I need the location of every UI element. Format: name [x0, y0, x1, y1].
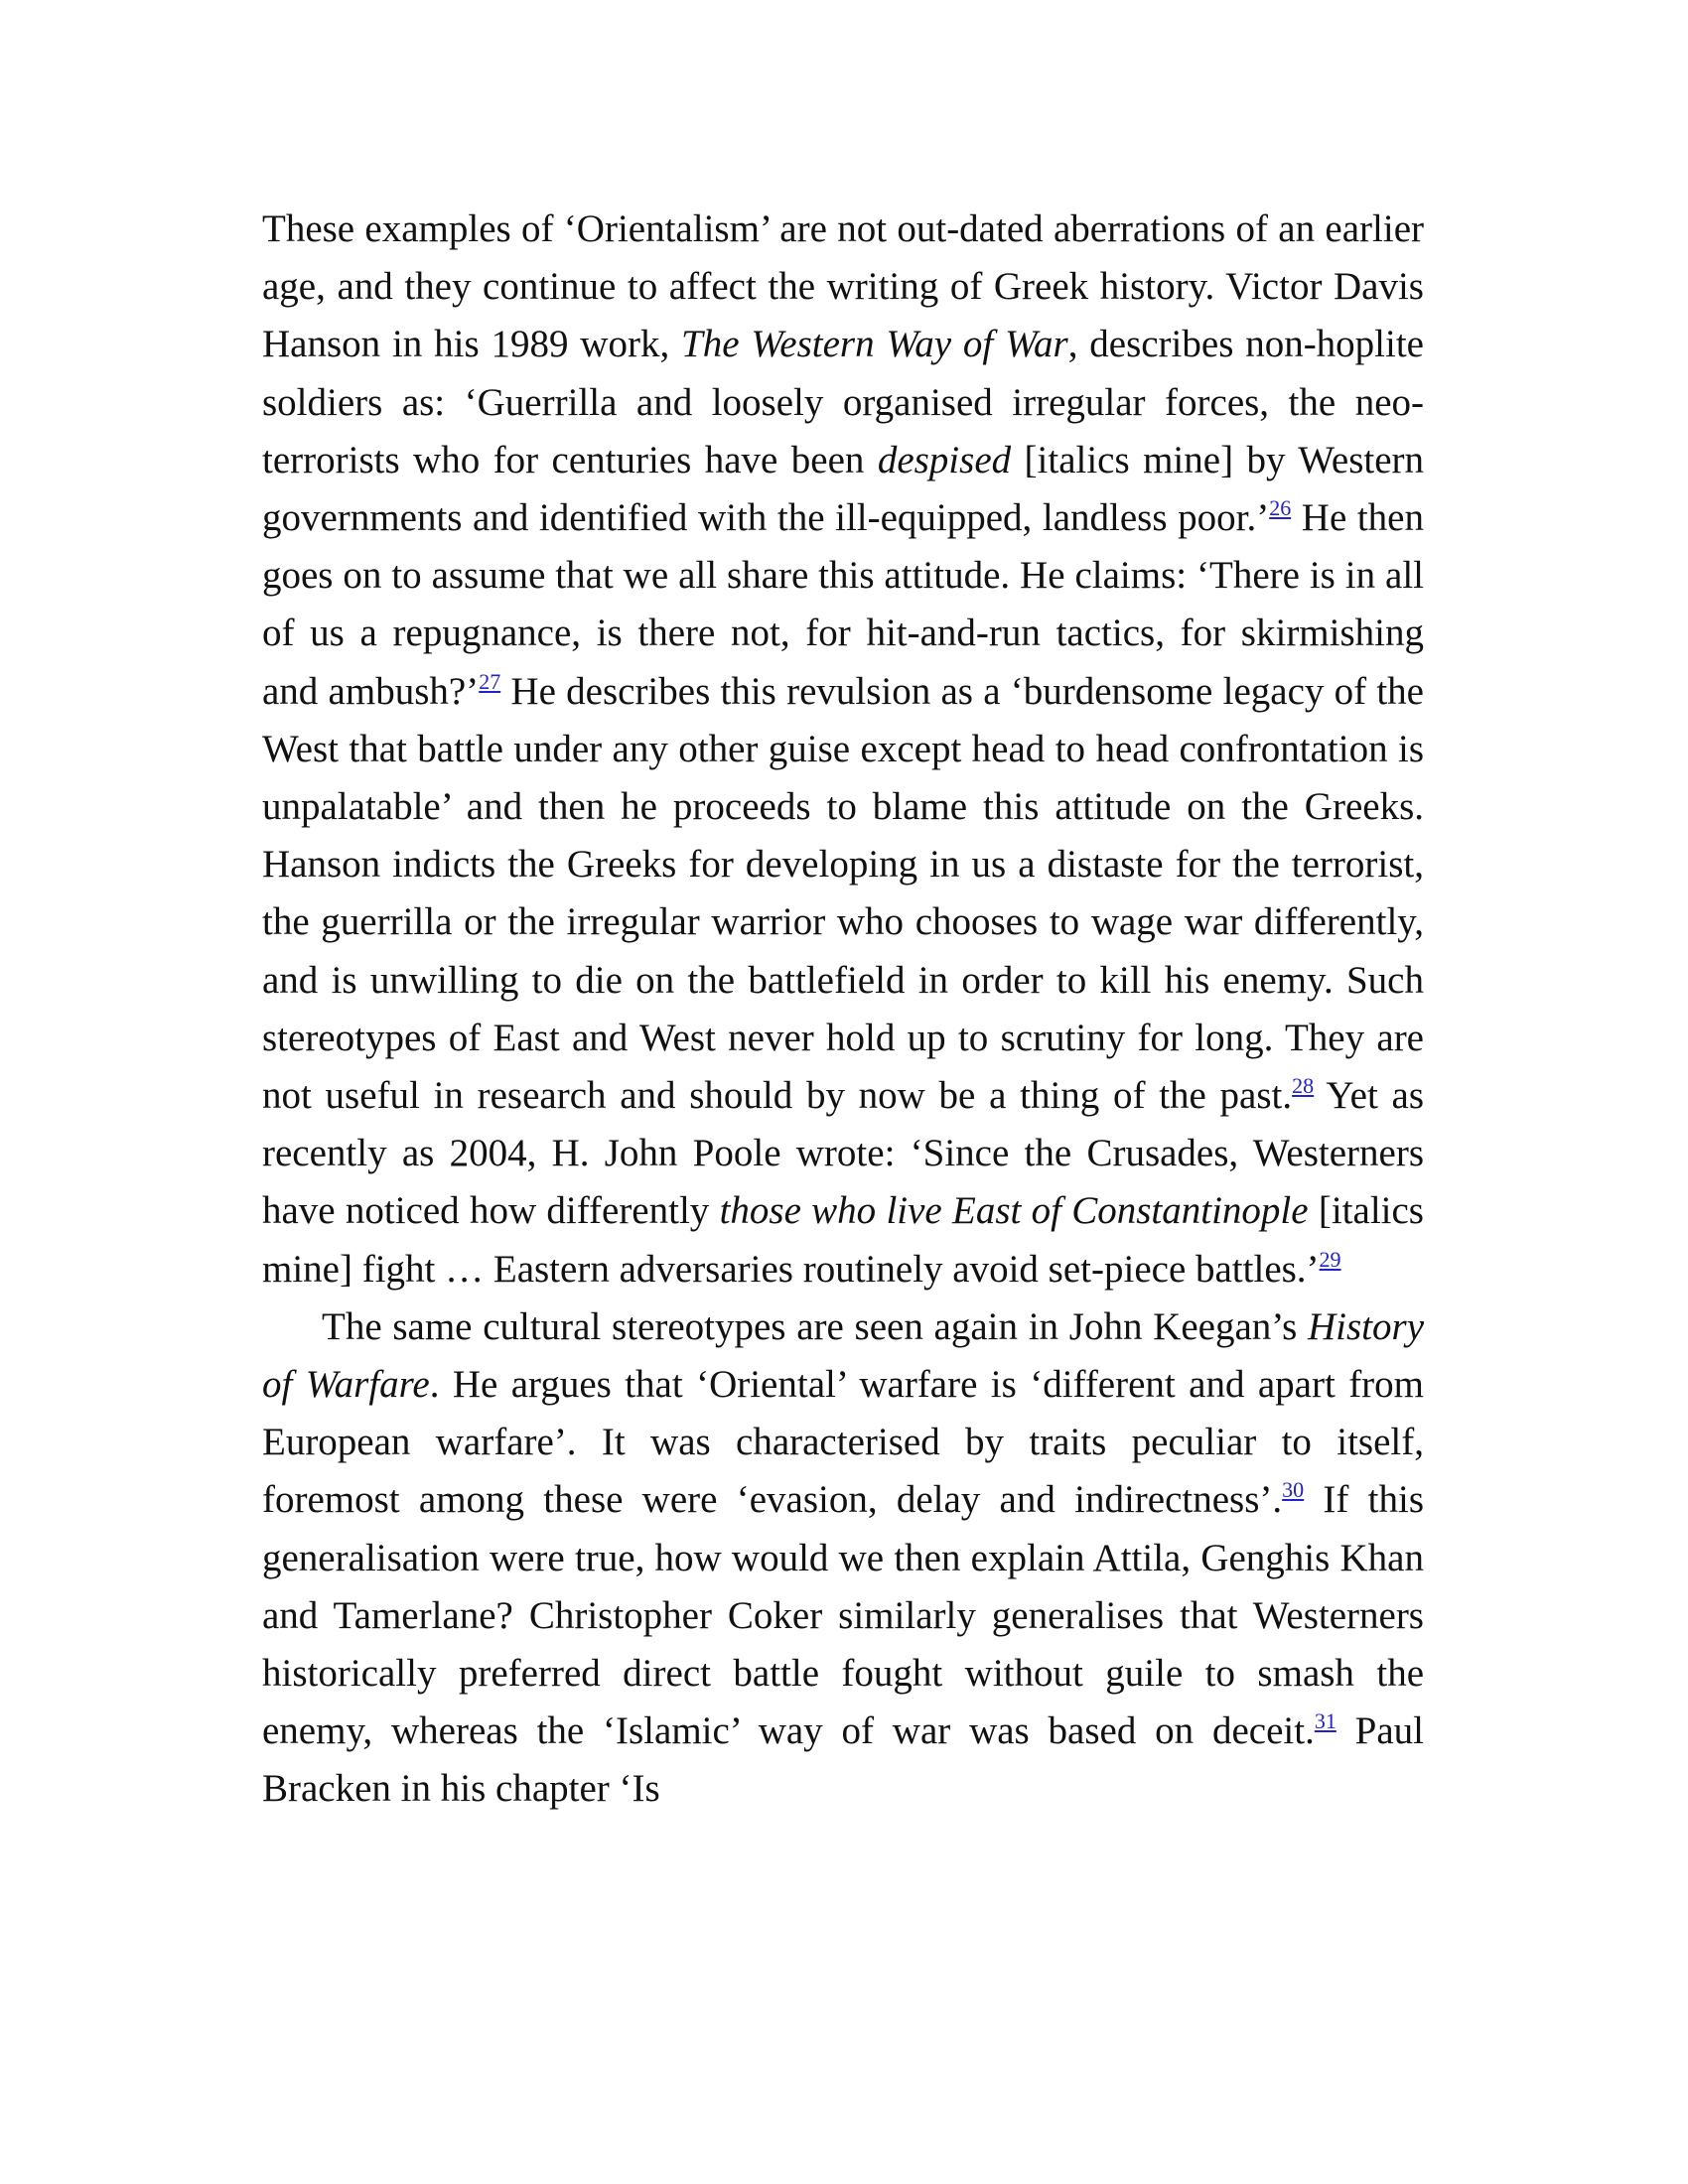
text-run: Yet as recently as 2004, H. John Poole wrote: ‘Since the Crusades, Westerners have noticed how differently — [262, 1074, 1424, 1233]
footnote-link-30[interactable]: 30 — [1282, 1477, 1305, 1503]
text-run: The same cultural stereotypes are seen again in John Keegan’s — [322, 1304, 1308, 1348]
italic-emphasis-east-of-constantinople: those who live East of Constantinople — [719, 1189, 1309, 1233]
book-title-western-way-of-war: The Western Way of War — [681, 323, 1068, 366]
text-run: , describes non-hoplite soldiers as: ‘Guerrilla and loosely organised irregular forces, the neo-terrorists who for centuries have been — [262, 323, 1424, 481]
text-run: He then goes on to assume that we all share this attitude. He claims: ‘There is in all of us a repugnance, is there not, for hit-and-run tactics, for skirmishing and ambush?’ — [262, 496, 1424, 713]
italic-emphasis-despised: despised — [877, 438, 1012, 481]
paragraph-1 — [262, 201, 1424, 1298]
text-run: . He argues that ‘Oriental’ warfare is ‘different and apart from European warfare’. It was characterised by traits peculiar to itself, foremost among these were ‘evasion, delay and indirectness’. — [262, 1363, 1425, 1522]
text-run: If this generalisation were true, how would we then explain Attila, Genghis Khan and Tamerlane? Christopher Coker similarly generalises that Westerners historically preferred direct battle fought without guile to smash the enemy, whereas the ‘Islamic’ way of war was based on deceit. — [262, 1478, 1424, 1753]
paragraph-2 — [262, 1298, 1424, 1819]
book-title-history-of-warfare: History of Warfare — [262, 1304, 1424, 1407]
footnote-link-31[interactable]: 31 — [1314, 1708, 1336, 1734]
text-run: He describes this revulsion as a ‘burdensome legacy of the West that battle under any other guise except head to head confrontation is unpalatable’ and then he proceeds to blame this attitude on the Greeks. Hanson indicts the Greeks for developing in us a distaste for the terrorist, the guerrilla or the irregular warrior who chooses to wage war differently, and is unwilling to die on the battlefield in order to kill his enemy. Such stereotypes of East and West never hold up to scrutiny for long. They are not useful in research and should by now be a thing of the past. — [262, 669, 1424, 1118]
footnote-link-28[interactable]: 28 — [1292, 1073, 1315, 1099]
footnote-link-27[interactable]: 27 — [479, 668, 501, 694]
text-run: These examples of ‘Orientalism’ are not out-dated aberrations of an earlier age, and they continue to affect the writing of Greek history. Victor Davis Hanson in his 1989 work, — [262, 207, 1424, 366]
text-run: [italics mine] by Western governments and identified with the ill-equipped, landless poor.’ — [262, 438, 1425, 540]
text-run: [italics mine] fight … Eastern adversaries routinely avoid set-piece battles.’ — [262, 1189, 1424, 1291]
footnote-link-29[interactable]: 29 — [1319, 1246, 1341, 1272]
footnote-link-26[interactable]: 26 — [1269, 495, 1292, 521]
text-run: Paul Bracken in his chapter ‘Is — [262, 1709, 1424, 1811]
document-page — [262, 201, 1424, 1819]
